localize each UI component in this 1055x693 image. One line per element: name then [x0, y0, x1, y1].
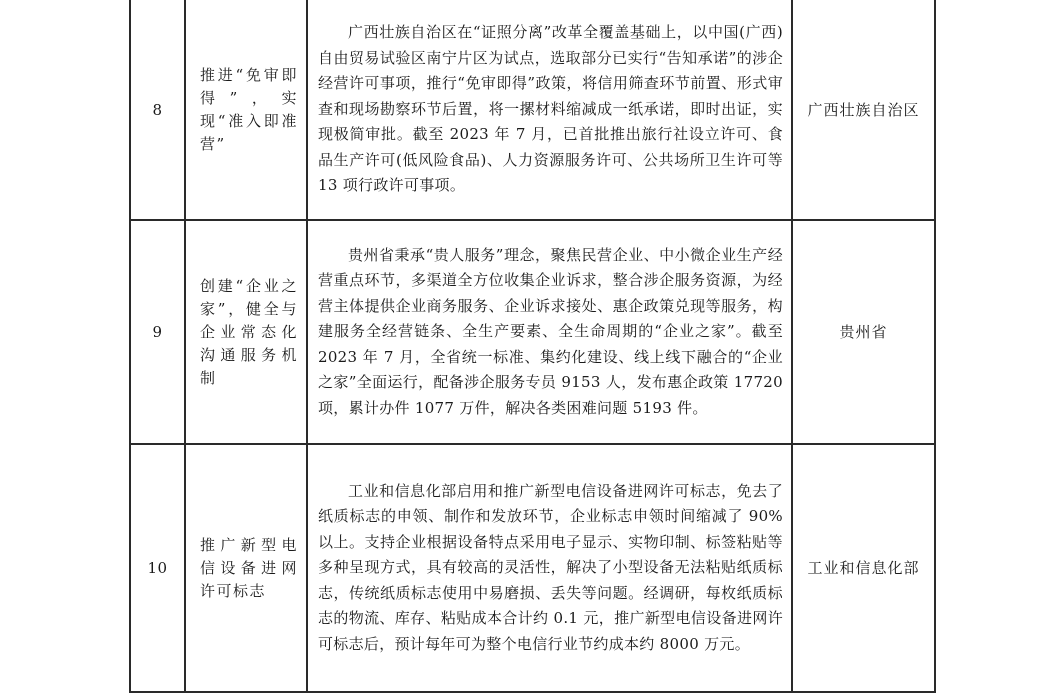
- measure-name: 创建“企业之家”，健全与企业常态化沟通服务机制: [185, 220, 307, 444]
- measure-description: 贵州省秉承“贵人服务”理念，聚焦民营企业、中小微企业生产经营重点环节，多渠道全方位收集企业诉求，整合涉企服务资源，为经营主体提供企业商务服务、企业诉求接处、惠企政策兑现等服务，构建服务全经营链条、全生产要素、全生命周期的“企业之家”。截至 2023 年 7 月，全省统一标准、集约化建设、线上线下融合的“企业之家”全面运行，配备涉企服务专员 9153 人，发布惠企政策 17720 项，累计办件 1077 万件，解决各类困难问题 5193 件。: [307, 220, 792, 444]
- row-number: 9: [130, 220, 185, 444]
- table-row: [130, 0, 935, 220]
- responsible-region: 工业和信息化部: [792, 444, 935, 692]
- measure-description: 广西壮族自治区在“证照分离”改革全覆盖基础上，以中国(广西)自由贸易试验区南宁片区为试点，选取部分已实行“告知承诺”的涉企经营许可事项，推行“免审即得”政策，将信用筛查环节前置、形式审查和现场勘察环节后置，将一摞材料缩减成一纸承诺，即时出证，实现极简审批。截至 2023 年 7 月，已首批推出旅行社设立许可、食品生产许可(低风险食品)、人力资源服务许可、公共场所卫生许可等 13 项行政许可事项。: [307, 0, 792, 220]
- reform-cases-table: [129, 0, 936, 693]
- row-number: 10: [130, 444, 185, 692]
- measure-description: 工业和信息化部启用和推广新型电信设备进网许可标志，免去了纸质标志的申领、制作和发放环节，企业标志申领时间缩减了 90%以上。支持企业根据设备特点采用电子显示、实物印制、标签粘贴等多种呈现方式，具有较高的灵活性，解决了小型设备无法粘贴纸质标志，传统纸质标志使用中易磨损、丢失等问题。经调研，每枚纸质标志的物流、库存、粘贴成本合计约 0.1 元，推广新型电信设备进网许可标志后，预计每年可为整个电信行业节约成本约 8000 万元。: [307, 444, 792, 692]
- responsible-region: 广西壮族自治区: [792, 0, 935, 220]
- table-row: [130, 220, 935, 444]
- measure-name: 推进“免审即得”，实现“准入即准营”: [185, 0, 307, 220]
- measure-name: 推广新型电信设备进网许可标志: [185, 444, 307, 692]
- responsible-region: 贵州省: [792, 220, 935, 444]
- table-row: [130, 444, 935, 692]
- row-number: 8: [130, 0, 185, 220]
